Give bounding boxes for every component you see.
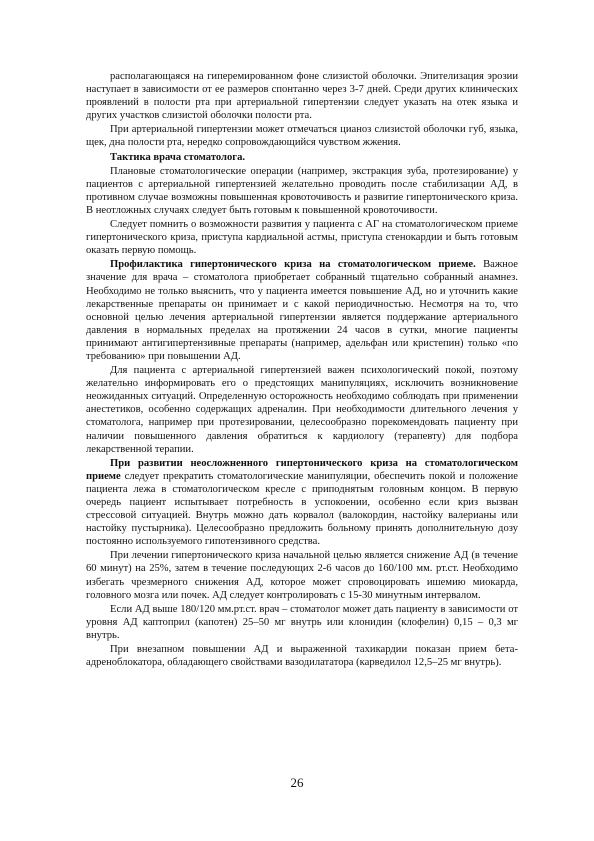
page-number: 26: [290, 775, 304, 790]
paragraph-2: [86, 123, 518, 149]
paragraph-11-text: При внезапном повышении АД и выраженной тахикардии показан прием бета-адреноблокатора, обладающего свойствами вазодилататора (карведилол 12,5–25 мг внутрь).: [86, 644, 518, 669]
paragraph-7-text: Для пациента с артериальной гипертензией важен психологический покой, поэтому желательно информировать его о предстоящих манипуляциях, исключить возникновение неожиданных ситуаций. Определенную осторожность необходимо соблюдать при применении анестетиков, особенно содержащих адреналин. При необходимости длительного лечения у стоматолога, например при протезировании, целесообразно порекомендовать пациенту при наличии повышенного давления обратиться к кардиологу (терапевту) для подбора лекарственной терапии.: [86, 365, 518, 455]
paragraph-6-text: Важное значение для врача – стоматолога приобретает собранный тщательно собранный анамнез. Необходимо не только выяснить, что у пациента имеется повышение АД, но и уточнить какие лекарственные препараты он принимает и с какой периодичностью. Несмотря на то, что основной целью лечения артериальной гипертензии является поддержание артериального давления в нормальных пределах на протяжении 24 часов в сутки, многие пациенты принимают антигипертензивные препараты (например, адельфан или кристепин) только «по требованию» при повышении АД.: [86, 259, 518, 362]
paragraph-10-text: Если АД выше 180/120 мм.рт.ст. врач – стоматолог может дать пациенту в зависимости от уровня АД каптоприл (капотен) 25–50 мг внутрь или клонидин (клофелин) 0,15 – 0,3 мг внутрь.: [86, 603, 518, 641]
paragraph-5-text: Следует помнить о возможности развития у пациента с АГ на стоматологическом приеме гипертонического криза, приступа кардиальной астмы, приступа стенокардии и быть готовым оказать первую помощь.: [86, 219, 518, 257]
paragraph-1-text: располагающаяся на гиперемированном фоне слизистой оболочки. Эпителизация эрозии наступает в зависимости от ее размеров спонтанно через 3-7 дней. Среди других клинических проявлений в полости рта при артериальной гипертензии следует указать на отек языка и других участков слизистой оболочки полости рта.: [86, 71, 518, 122]
paragraph-9: [86, 549, 518, 601]
paragraph-8-text: следует прекратить стоматологические манипуляции, обеспечить покой и положение пациента лежа в стоматологическом кресле с приподнятым головным концом. В первую очередь пациент испытывает потребность в успокоении, особенно если криз вызван стрессовой ситуацией. Внутрь можно дать корвалол (валокордин, настойку валерианы или настойку пустырника). Целесообразно предложить больному принять дополнительную дозу постоянно используемого гипотензивного средства.: [86, 470, 518, 548]
paragraph-7: [86, 364, 518, 456]
paragraph-8-lead: При развитии неосложненного гипертонического криза на стоматологическом приеме: [86, 457, 518, 482]
paragraph-4: [86, 165, 518, 217]
section-heading-tactics-text: Тактика врача стоматолога.: [110, 151, 246, 163]
section-heading-tactics: [86, 151, 518, 164]
paragraph-4-text: Плановые стоматологические операции (например, экстракция зуба, протезирование) у пациентов с артериальной гипертензией желательно проводить после стабилизации АД, в противном случае возможны повышенная кровоточивость и развитие гипертонического криза. В неотложных случаях следует быть готовым к повышенной кровоточивости.: [86, 165, 518, 216]
paragraph-6: [86, 258, 518, 363]
paragraph-10: [86, 603, 518, 642]
paragraph-8: [86, 457, 518, 549]
body-text: [86, 70, 518, 670]
paragraph-9-text: При лечении гипертонического криза начальной целью является снижение АД (в течение 60 минут) на 25%, затем в течение последующих 2-6 часов до 160/100 мм. рт.ст. Необходимо избегать чрезмерного снижения АД, которое может спровоцировать ишемию миокарда, головного мозга или почек. АД следует контролировать с 15-30 минутным интервалом.: [86, 550, 518, 601]
paragraph-1: [86, 70, 518, 122]
paragraph-2-text: При артериальной гипертензии может отмечаться цианоз слизистой оболочки губ, языка, щек, дна полости рта, нередко сопровождающийся чувством жжения.: [86, 124, 518, 149]
paragraph-6-lead: Профилактика гипертонического криза на стоматологическом приеме.: [110, 259, 476, 271]
paragraph-11: [86, 643, 518, 669]
paragraph-5: [86, 218, 518, 257]
